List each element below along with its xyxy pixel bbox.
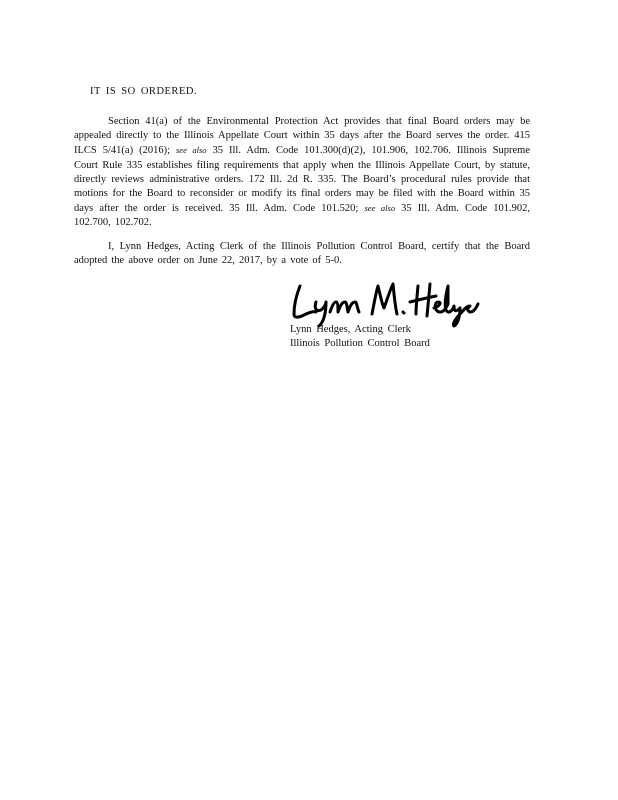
see-also-citation: see also: [175, 145, 207, 156]
order-statement: IT IS SO ORDERED.: [90, 86, 198, 97]
clerk-name-title: Lynn Hedges, Acting Clerk: [290, 324, 411, 335]
handwritten-signature: [286, 278, 482, 328]
appeal-rights-paragraph: [74, 115, 530, 231]
paragraph1-text-a: Section 41(a) of the Environmental Protection Act provides that final Board orders may be appealed directly to the Illinois Appellate Court within 35 days after the Board serves the order. 415 ILCS 5/41(a) (2016);: [74, 116, 530, 157]
paragraph1-text-c: 35 Ill. Adm. Code 101.902, 102.700, 102.702.: [74, 203, 530, 229]
paragraph1-text-b: 35 Ill. Adm. Code 101.300(d)(2), 101.906, 102.706. Illinois Supreme Court Rule 335 establishes filing requirements that apply when the Illinois Appellate Court, by statute, directly reviews administrative orders. 172 Ill. 2d R. 335. The Board’s procedural rules provide that motions for the Board to reconsider or modify its final orders may be filed with the Board within 35 days after the order is received. 35 Ill. Adm. Code 101.520;: [74, 145, 530, 215]
signature-block: [290, 323, 430, 351]
see-also-citation: see also: [364, 203, 396, 214]
board-name: Illinois Pollution Control Board: [290, 338, 430, 349]
clerk-certification-paragraph: I, Lynn Hedges, Acting Clerk of the Illinois Pollution Control Board, certify that the Board adopted the above order on June 22, 2017, by a vote of 5-0.: [74, 241, 530, 267]
